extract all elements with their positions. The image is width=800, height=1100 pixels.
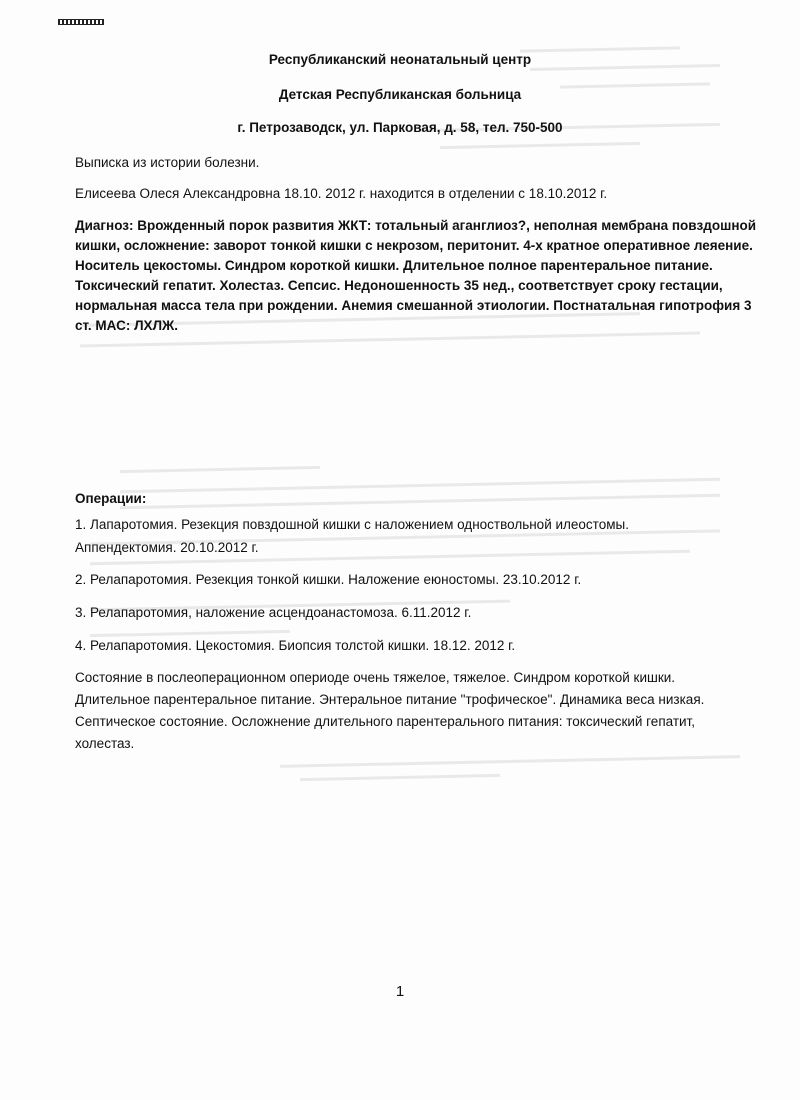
bleed-through-mark bbox=[280, 755, 740, 768]
operation-line: 2. Релапаротомия. Резекция тонкой кишки. Наложение еюностомы. 23.10.2012 г. bbox=[75, 572, 582, 587]
bleed-through-mark bbox=[120, 478, 720, 494]
document-title: Выписка из истории болезни. bbox=[75, 155, 260, 170]
condition-line: холестаз. bbox=[75, 736, 135, 751]
operations-title: Операции: bbox=[75, 491, 147, 506]
header-address: г. Петрозаводск, ул. Парковая, д. 58, тел. 750-500 bbox=[237, 120, 563, 135]
header-hospital-name: Детская Республиканская больница bbox=[278, 87, 522, 102]
bleed-through-mark bbox=[440, 142, 640, 149]
bleed-through-mark bbox=[120, 494, 720, 510]
diagnosis-line: кишки, осложнение: заворот тонкой кишки с некрозом, перитонит. 4-х кратное оперативное леяение. bbox=[75, 238, 753, 253]
operation-line: Аппендектомия. 20.10.2012 г. bbox=[75, 540, 259, 555]
header-center-name: Республиканский неонатальный центр bbox=[268, 52, 532, 67]
condition-line: Состояние в послеоперационном опериоде очень тяжелое, тяжелое. Синдром короткой кишки. bbox=[75, 670, 676, 685]
operation-line: 1. Лапаротомия. Резекция повздошной кишки с наложением одноствольной илеостомы. bbox=[75, 517, 629, 532]
patient-line: Елисеева Олеся Александровна 18.10. 2012 г. находится в отделении с 18.10.2012 г. bbox=[75, 186, 608, 201]
diagnosis-line: Токсический гепатит. Холестаз. Сепсис. Недоношенность 35 нед., соответствует сроку гестации, bbox=[75, 278, 723, 293]
scan-mark bbox=[58, 19, 104, 25]
condition-line: Длительное парентеральное питание. Энтеральное питание "трофическое". Динамика веса низкая. bbox=[75, 692, 705, 707]
bleed-through-mark bbox=[80, 332, 700, 348]
diagnosis-line: нормальная масса тела при рождении. Анемия смешанной этиологии. Постнатальная гипотрофия 3 bbox=[75, 298, 752, 313]
operation-line: 3. Релапаротомия, наложение асцендоанастомоза. 6.11.2012 г. bbox=[75, 605, 472, 620]
page-number: 1 bbox=[395, 983, 405, 1000]
diagnosis-line: Носитель цекостомы. Синдром короткой кишки. Длительное полное парентеральное питание. bbox=[75, 258, 713, 273]
condition-line: Септическое состояние. Осложнение длительного парентерального питания: токсический гепатит, bbox=[75, 714, 695, 729]
operation-line: 4. Релапаротомия. Цекостомия. Биопсия толстой кишки. 18.12. 2012 г. bbox=[75, 638, 516, 653]
diagnosis-line: Диагноз: Врожденный порок развития ЖКТ: тотальный аганглиоз?, неполная мембрана повздошной bbox=[75, 218, 757, 233]
bleed-through-mark bbox=[120, 466, 320, 473]
bleed-through-mark bbox=[300, 774, 500, 781]
diagnosis-line: ст. МАС: ЛХЛЖ. bbox=[75, 318, 178, 333]
bleed-through-mark bbox=[90, 630, 290, 637]
